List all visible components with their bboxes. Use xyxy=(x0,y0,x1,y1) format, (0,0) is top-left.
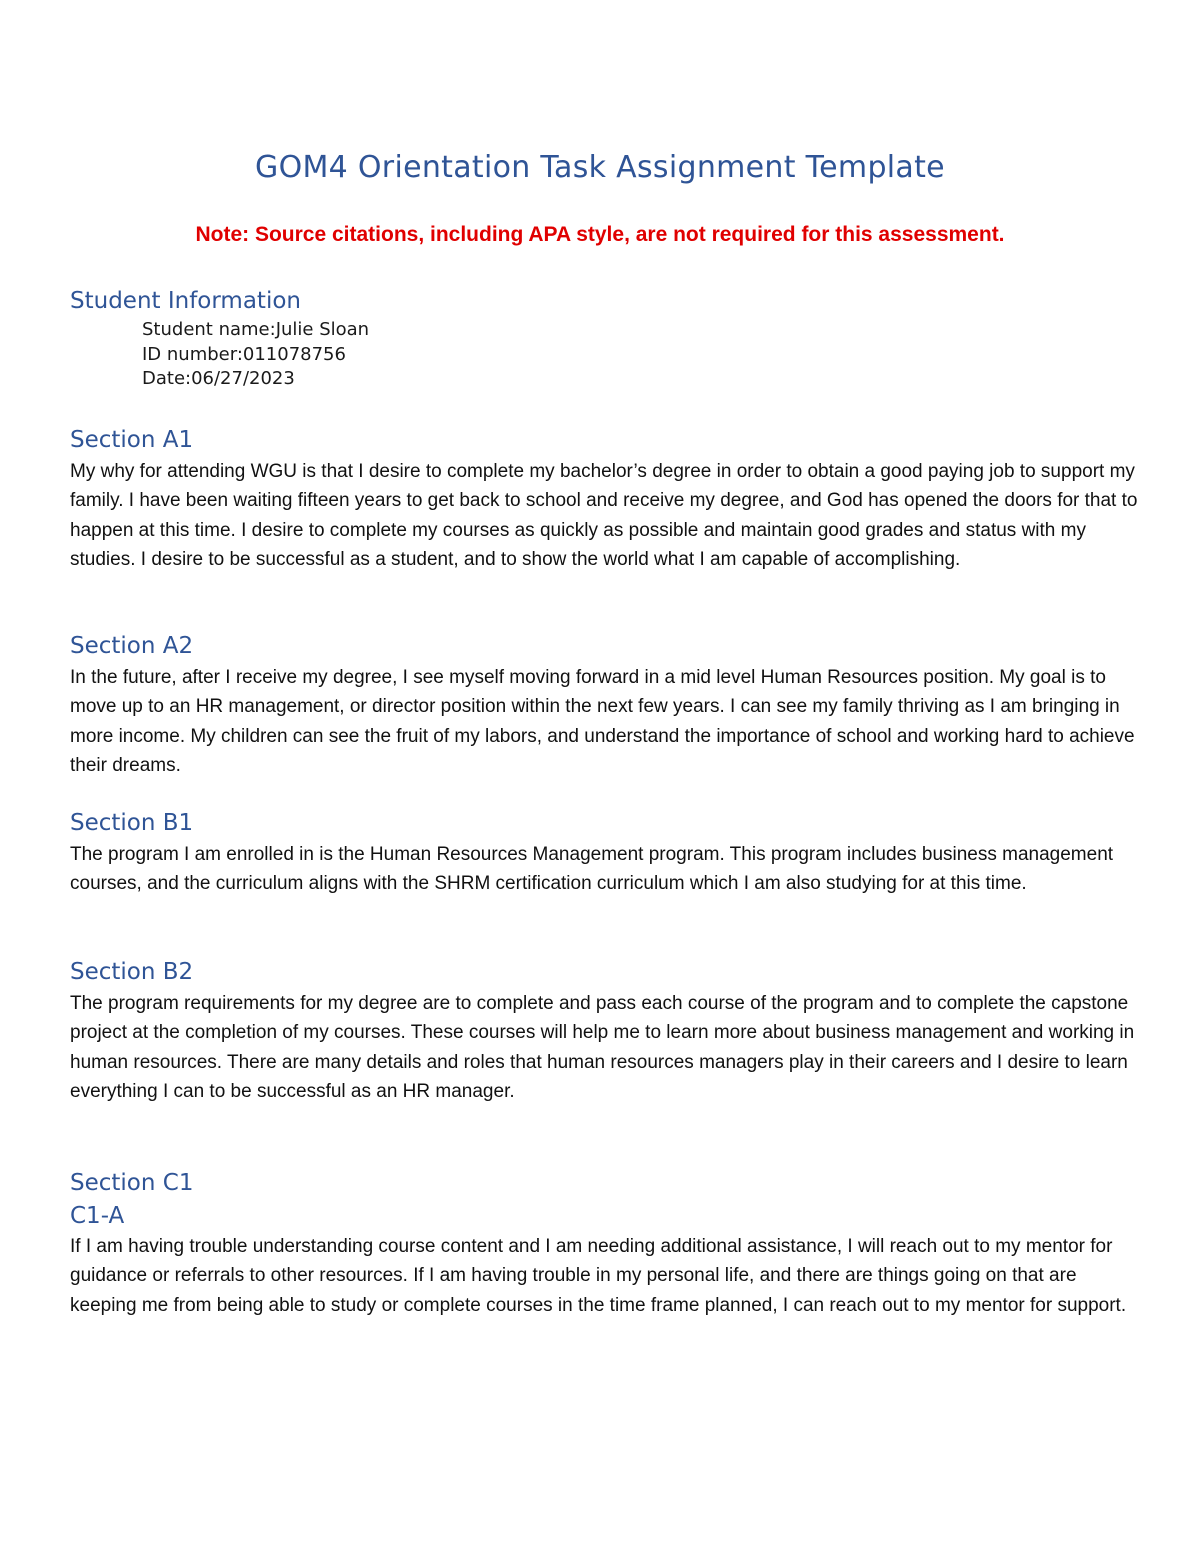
citation-note: Note: Source citations, including APA style, are not required for this assessment. xyxy=(195,223,1005,246)
student-name-line: Student name:Julie Sloan xyxy=(142,319,370,340)
section-c1a-text: If I am having trouble understanding course content and I am needing additional assistance, I will reach out to my mentor for guidance or referrals to other resources. If I am having trouble in my personal life, and there are things going on that are keeping me from being able to study or complete courses in the time frame planned, I can reach out to my mentor for support. xyxy=(70,1236,1127,1316)
section-b1-heading: Section B1 xyxy=(70,810,194,836)
section-b1-text: The program I am enrolled in is the Human Resources Management program. This program includes business management courses, and the curriculum aligns with the SHRM certification curriculum which I am also studying for at this time. xyxy=(70,844,1114,895)
section-b2-heading: Section B2 xyxy=(70,959,194,985)
section-a1-heading: Section A1 xyxy=(70,427,194,453)
section-b2-text: The program requirements for my degree are to complete and pass each course of the program and to complete the capstone project at the completion of my courses. These courses will help me to learn more about business management and working in human resources. There are many details and roles that human resources managers play in their careers and I desire to learn everything I can to be successful as an HR manager. xyxy=(70,993,1135,1102)
section-a2-heading: Section A2 xyxy=(70,633,194,659)
student-information-heading: Student Information xyxy=(70,288,301,314)
section-c1a-subheading: C1-A xyxy=(70,1203,125,1229)
document-title: GOM4 Orientation Task Assignment Template xyxy=(255,150,945,185)
student-id-line: ID number:011078756 xyxy=(142,343,346,365)
student-information-block xyxy=(142,318,369,392)
section-a2-text: In the future, after I receive my degree, I see myself moving forward in a mid level Human Resources position. My goal is to move up to an HR management, or director position within the next few years. I can see my family thriving as I am bringing in more income. My children can see the fruit of my labors, and understand the importance of school and working hard to achieve their dreams. xyxy=(70,667,1135,776)
date-line: Date:06/27/2023 xyxy=(142,368,295,389)
section-c1-heading: Section C1 xyxy=(70,1170,194,1196)
section-a1-text: My why for attending WGU is that I desire to complete my bachelor’s degree in order to obtain a good paying job to support my family. I have been waiting fifteen years to get back to school and receive my degree, and God has opened the doors for that to happen at this time. I desire to complete my courses as quickly as possible and maintain good grades and status with my studies. I desire to be successful as a student, and to show the world what I am capable of accomplishing. xyxy=(70,461,1138,570)
